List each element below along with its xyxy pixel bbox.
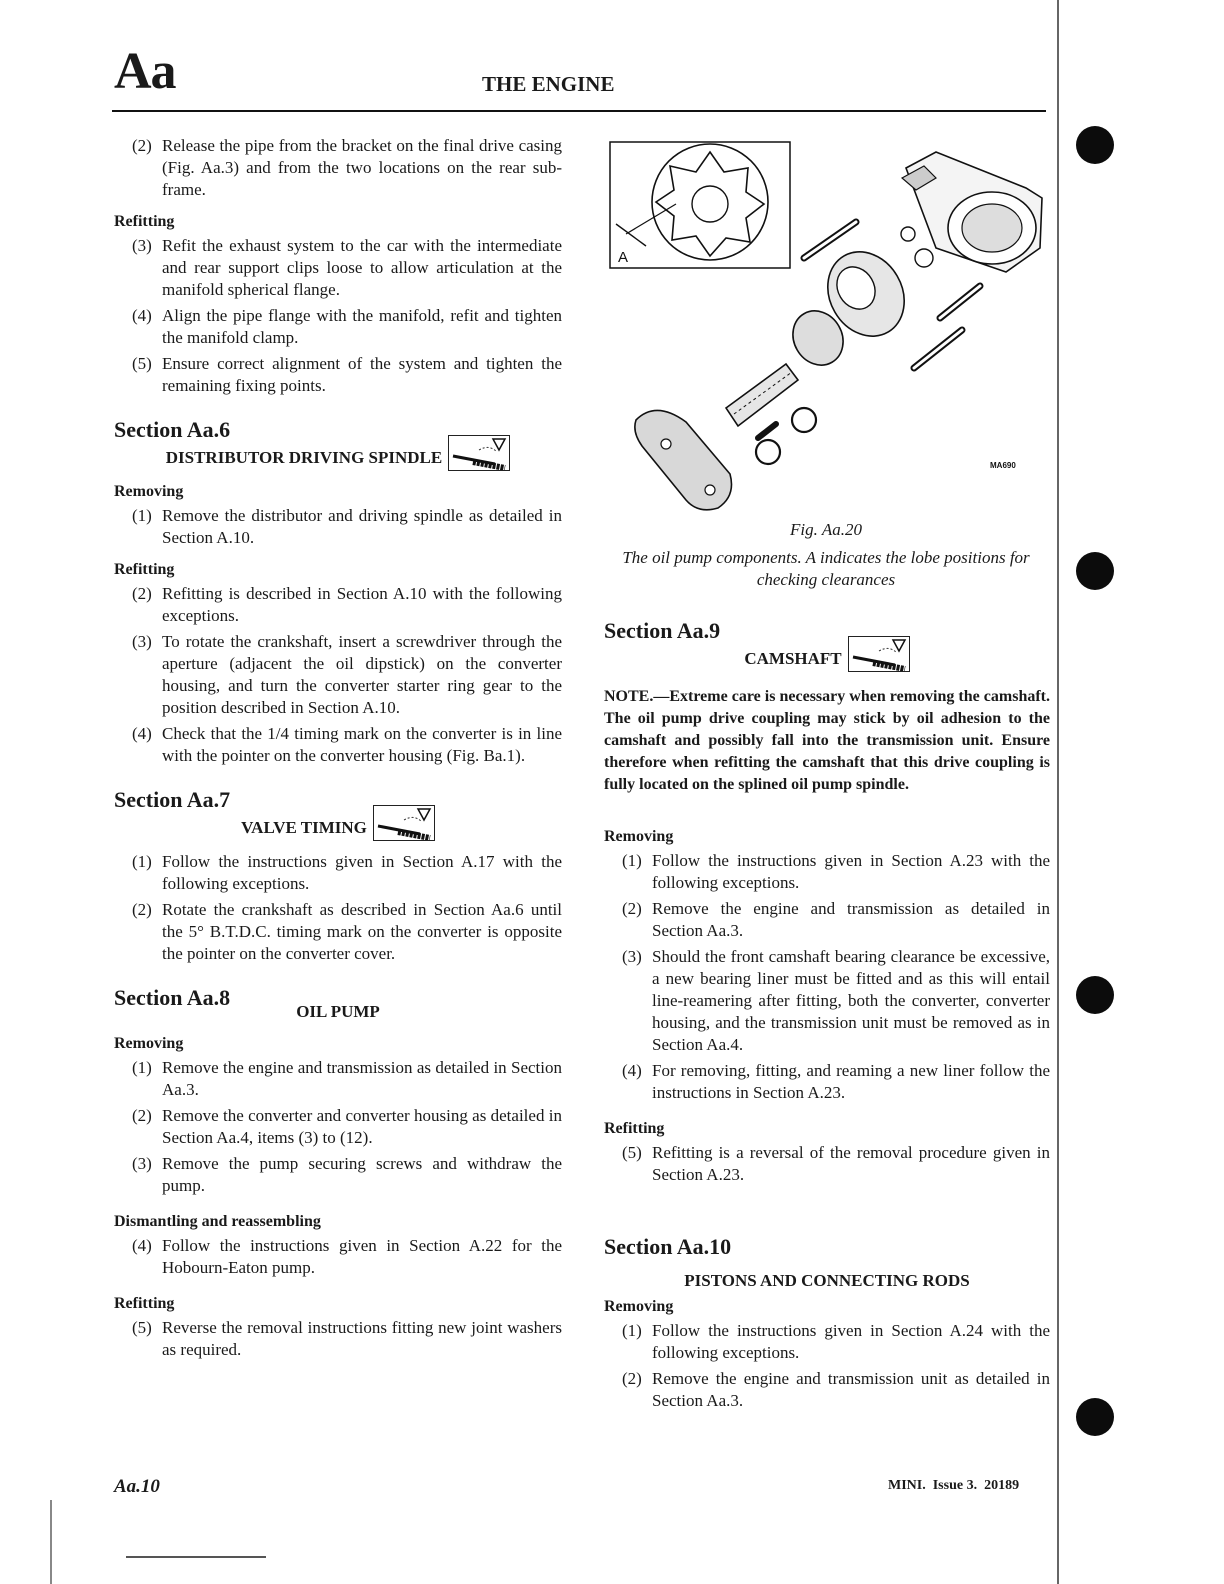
issue-info: MINI. Issue 3. 20189 bbox=[888, 1478, 1020, 1493]
list-item: (5) Refitting is a reversal of the removal procedure given in Section A.23. bbox=[622, 1143, 1050, 1184]
list-item: (2) Remove the engine and transmission as detailed in Section Aa.3. bbox=[622, 899, 1050, 940]
rating-dial-icon bbox=[448, 435, 510, 471]
list-item: (2) Refitting is described in Section A.10 with the following exceptions. bbox=[132, 584, 562, 625]
list-item: (1) Follow the instructions given in Section A.23 with the following exceptions. bbox=[622, 851, 1050, 892]
page-running-title: THE ENGINE bbox=[482, 72, 615, 96]
removing-label: Removing bbox=[604, 828, 674, 845]
dismantling-label: Dismantling and reassembling bbox=[114, 1213, 321, 1230]
header-rule bbox=[112, 110, 1046, 112]
list-item: (2) Rotate the crankshaft as described in Section Aa.6 until the 5° B.T.D.C. timing mark on the converter is opposite the pointer on the converter cover. bbox=[132, 900, 562, 963]
page-number: Aa.10 bbox=[114, 1476, 160, 1497]
list-item: (3) Refit the exhaust system to the car with the intermediate and rear support clips loose to allow articulation at the manifold spherical flange. bbox=[132, 236, 562, 299]
section-title-aa7: Section Aa.7 bbox=[114, 787, 231, 812]
rating-dial-icon bbox=[848, 636, 910, 672]
list-item: (2) Remove the engine and transmission unit as detailed in Section Aa.3. bbox=[622, 1369, 1050, 1410]
section-heading-aa6: DISTRIBUTOR DRIVING SPINDLE bbox=[114, 441, 562, 477]
oil-pump-exploded-illustration bbox=[606, 138, 1046, 522]
removing-label: Removing bbox=[114, 483, 184, 500]
oil-pump-figure bbox=[606, 138, 1046, 522]
list-item: (3) Should the front camshaft bearing clearance be excessive, a new bearing liner must be fitted and as this will entail line-reamering after fitting, both the converter, converter housing, and the transmission unit must be removed as in Section Aa.4. bbox=[622, 947, 1050, 1054]
removing-label: Removing bbox=[604, 1298, 674, 1315]
figure-caption: The oil pump components. A indicates the lobe positions for checking clearances bbox=[622, 548, 1030, 589]
left-column bbox=[114, 135, 562, 1365]
binder-hole bbox=[1076, 976, 1114, 1014]
rating-dial-icon bbox=[373, 805, 435, 841]
list-item: (4) Follow the instructions given in Section A.22 for the Hobourn-Eaton pump. bbox=[132, 1236, 562, 1277]
list-item: (4) For removing, fitting, and reaming a new liner follow the instructions in Section A.23. bbox=[622, 1061, 1050, 1102]
binder-hole bbox=[1076, 126, 1114, 164]
list-item: (3) Remove the pump securing screws and withdraw the pump. bbox=[132, 1154, 562, 1195]
refitting-label: Refitting bbox=[114, 213, 175, 230]
bottom-stub-rule bbox=[126, 1556, 266, 1558]
binder-hole bbox=[1076, 552, 1114, 590]
list-item: (1) Remove the engine and transmission as detailed in Section Aa.3. bbox=[132, 1058, 562, 1099]
right-column bbox=[604, 602, 1050, 1416]
inset-letter: A bbox=[618, 249, 629, 266]
list-item: (5) Ensure correct alignment of the system and tighten the remaining fixing points. bbox=[132, 354, 562, 395]
camshaft-note: NOTE.—Extreme care is necessary when removing the camshaft. The oil pump drive coupling may stick by oil adhesion to the camshaft and possibly fall into the transmission unit. Ensure therefore when refitting the camshaft that this drive coupling is fully located on the splined oil pump spindle. bbox=[604, 688, 1050, 793]
list-item: (2) Release the pipe from the bracket on the final drive casing (Fig. Aa.3) and from the two locations on the rear sub-frame. bbox=[132, 136, 562, 199]
refitting-label: Refitting bbox=[604, 1120, 665, 1137]
list-item: (3) To rotate the crankshaft, insert a screwdriver through the aperture (adjacent the oil dipstick) on the converter housing, and turn the converter starter ring gear to the position described in Section A.10. bbox=[132, 632, 562, 717]
page-edge-rule bbox=[1057, 0, 1059, 1584]
section-title-aa9: Section Aa.9 bbox=[604, 618, 721, 643]
refitting-label: Refitting bbox=[114, 1295, 175, 1312]
page-tab-letter: Aa bbox=[114, 43, 176, 100]
section-heading-aa8: OIL PUMP bbox=[296, 1002, 380, 1021]
list-item: (2) Remove the converter and converter housing as detailed in Section Aa.4, items (3) to (12). bbox=[132, 1106, 562, 1147]
left-margin-rule bbox=[50, 1500, 52, 1584]
section-title-aa10: Section Aa.10 bbox=[604, 1234, 732, 1259]
list-item: (1) Follow the instructions given in Section A.24 with the following exceptions. bbox=[622, 1321, 1050, 1362]
section-title-aa6: Section Aa.6 bbox=[114, 417, 231, 442]
refitting-label: Refitting bbox=[114, 561, 175, 578]
list-item: (5) Reverse the removal instructions fitting new joint washers as required. bbox=[132, 1318, 562, 1359]
section-title-aa8: Section Aa.8 bbox=[114, 985, 231, 1010]
list-item: (4) Check that the 1/4 timing mark on the converter is in line with the pointer on the converter housing (Fig. Ba.1). bbox=[132, 724, 562, 765]
binder-hole bbox=[1076, 1398, 1114, 1436]
section-heading-aa7: VALVE TIMING bbox=[114, 811, 562, 847]
figure-ref-code: MA690 bbox=[990, 461, 1016, 470]
figure-label: Fig. Aa.20 bbox=[790, 520, 862, 539]
removing-label: Removing bbox=[114, 1035, 184, 1052]
list-item: (1) Remove the distributor and driving spindle as detailed in Section A.10. bbox=[132, 506, 562, 547]
list-item: (1) Follow the instructions given in Section A.17 with the following exceptions. bbox=[132, 852, 562, 893]
section-heading-aa10: PISTONS AND CONNECTING RODS bbox=[684, 1271, 970, 1290]
list-item: (4) Align the pipe flange with the manifold, refit and tighten the manifold clamp. bbox=[132, 306, 562, 347]
section-heading-aa9: CAMSHAFT bbox=[604, 642, 1050, 678]
